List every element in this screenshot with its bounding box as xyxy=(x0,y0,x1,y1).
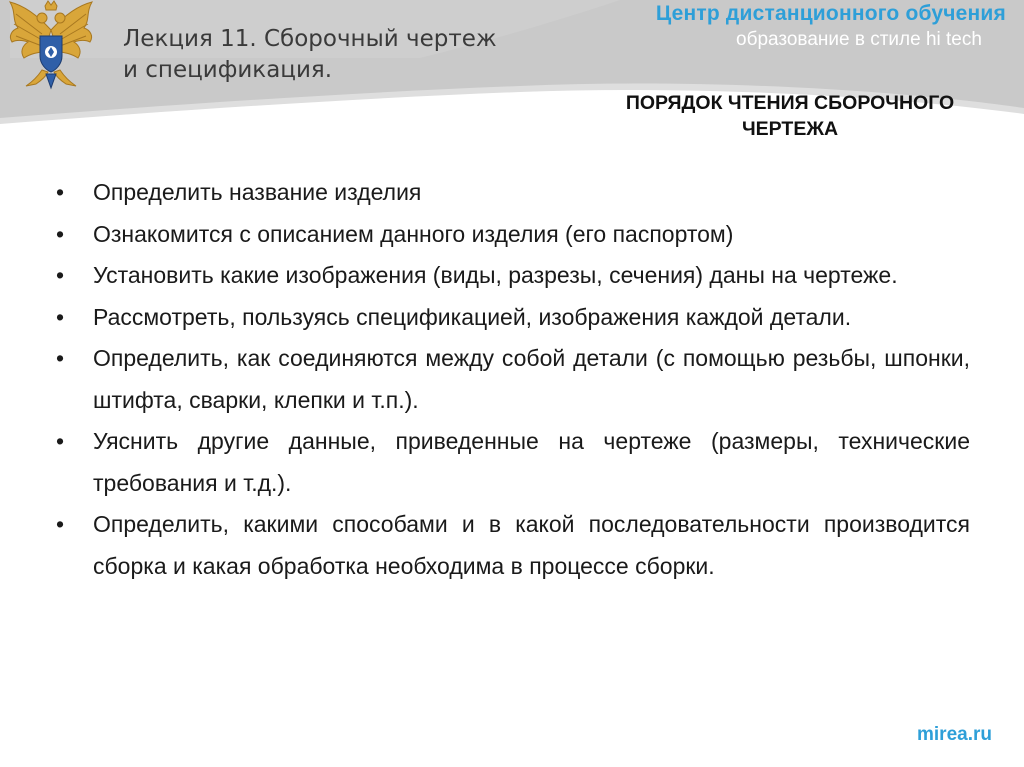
list-item xyxy=(56,338,970,421)
center-name: Центр дистанционного обучения xyxy=(655,2,1006,25)
site-link[interactable]: mirea.ru xyxy=(917,724,992,745)
slide-heading-line-1: ПОРЯДОК ЧТЕНИЯ СБОРОЧНОГО xyxy=(625,92,955,114)
double-headed-eagle-emblem-icon xyxy=(2,0,100,90)
bullet-icon: • xyxy=(56,303,65,330)
list-item-text: Определить, как соединяются между собой детали (с помощью резьбы, шпонки, штифта, сварки, клепки и т.п.). xyxy=(93,345,970,413)
list-item xyxy=(56,172,970,214)
bullet-icon: • xyxy=(56,345,65,371)
lecture-title-line-1: Лекция 11. Сборочный чертеж xyxy=(123,26,497,52)
center-tagline: образование в стиле hi tech xyxy=(736,29,982,50)
bullet-icon: • xyxy=(56,428,65,454)
list-item xyxy=(56,255,970,297)
bullet-icon: • xyxy=(56,179,65,205)
list-item xyxy=(56,297,970,339)
list-item xyxy=(56,214,970,256)
slide-heading-line-2: ЧЕРТЕЖА xyxy=(741,118,839,140)
list-item-text: Определить название изделия xyxy=(93,179,422,205)
list-item xyxy=(56,504,970,587)
list-item-text: Определить, какими способами и в какой последовательности производится сборка и какая обработка необходима в процессе сборки. xyxy=(93,511,970,579)
list-item xyxy=(56,421,970,504)
lecture-title xyxy=(123,24,543,86)
bullet-icon: • xyxy=(56,262,65,288)
list-item-text: Рассмотреть, пользуясь спецификацией, изображения каждой детали. xyxy=(93,303,852,330)
lecture-title-line-2: и спецификация. xyxy=(123,57,333,83)
list-item-text: Установить какие изображения (виды, разрезы, сечения) даны на чертеже. xyxy=(93,262,898,288)
list-item-text: Уяснить другие данные, приведенные на чертеже (размеры, технические требования и т.д.). xyxy=(93,428,970,496)
bullet-icon: • xyxy=(56,511,65,537)
slide-heading xyxy=(560,90,1020,142)
list-item-text: Ознакомится с описанием данного изделия (его паспортом) xyxy=(93,220,734,247)
bullet-list xyxy=(56,172,970,587)
bullet-icon: • xyxy=(56,220,65,247)
